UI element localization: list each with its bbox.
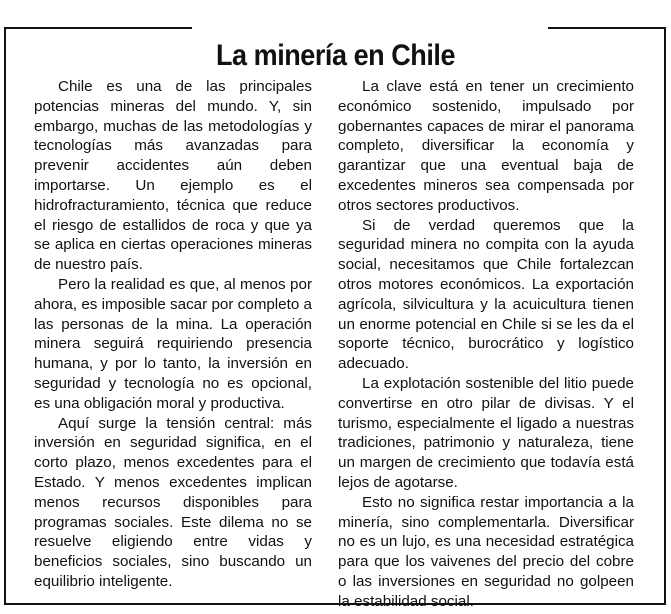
paragraph: Pero la realidad es que, al menos por ahora, es imposible sacar por completo a las personas de la mina. La operación minera seguirá requiriendo presencia humana, y por lo tanto, la inversión en seguridad y tecnología no es opcional, es una obligación moral y productiva. [34, 275, 312, 412]
paragraph: La clave está en tener un crecimiento económico sostenido, impulsado por gobernantes capaces de mirar el panorama completo, diversificar la economía y garantizar que una eventual baja de excedentes mineros sea compensada por otros sectores productivos. [338, 78, 634, 214]
frame-top-rule-right [548, 27, 664, 29]
article-title: La minería en Chile [215, 39, 456, 73]
left-column [34, 77, 312, 592]
right-column [338, 77, 634, 612]
paragraph: Aquí surge la tensión central: más inversión en seguridad significa, en el corto plazo, menos excedentes para el Estado. Y menos excedentes implican menos recursos disponibles para programas sociales. Este dilema no se resuelve eligiendo entre vidas y beneficios sociales, sino buscando un equilibrio inteligente. [34, 414, 312, 590]
frame-top-rule-left [4, 27, 192, 29]
paragraph: Chile es una de las principales potencias mineras del mundo. Y, sin embargo, muchas de las metodologías y tecnologías más avanzadas para prevenir accidentes aún deben importarse. Un ejemplo es el hidrofracturamiento, técnica que reduce el riesgo de estallidos de roca y que ya se aplica en ciertas operaciones mineras de nuestro país. [34, 78, 312, 274]
paragraph: Esto no significa restar importancia a la minería, sino complementarla. Diversificar no es un lujo, es una necesidad estratégica para que los vaivenes del precio del cobre o las inversiones en seguridad no golpeen la estabilidad social. [338, 493, 634, 610]
paragraph: La explotación sostenible del litio puede convertirse en otro pilar de divisas. Y el turismo, especialmente el ligado a nuestras tradiciones, patrimonio y naturaleza, tiene un margen de crecimiento que todavía está lejos de agotarse. [338, 374, 634, 491]
paragraph: Si de verdad queremos que la seguridad minera no compita con la ayuda social, necesitamos que Chile fortalezcan otros motores económicos. La exportación agrícola, silvicultura y la acuicultura tienen un enorme potencial en Chile si se les da el soporte técnico, burocrático y logístico adecuado. [338, 216, 634, 373]
